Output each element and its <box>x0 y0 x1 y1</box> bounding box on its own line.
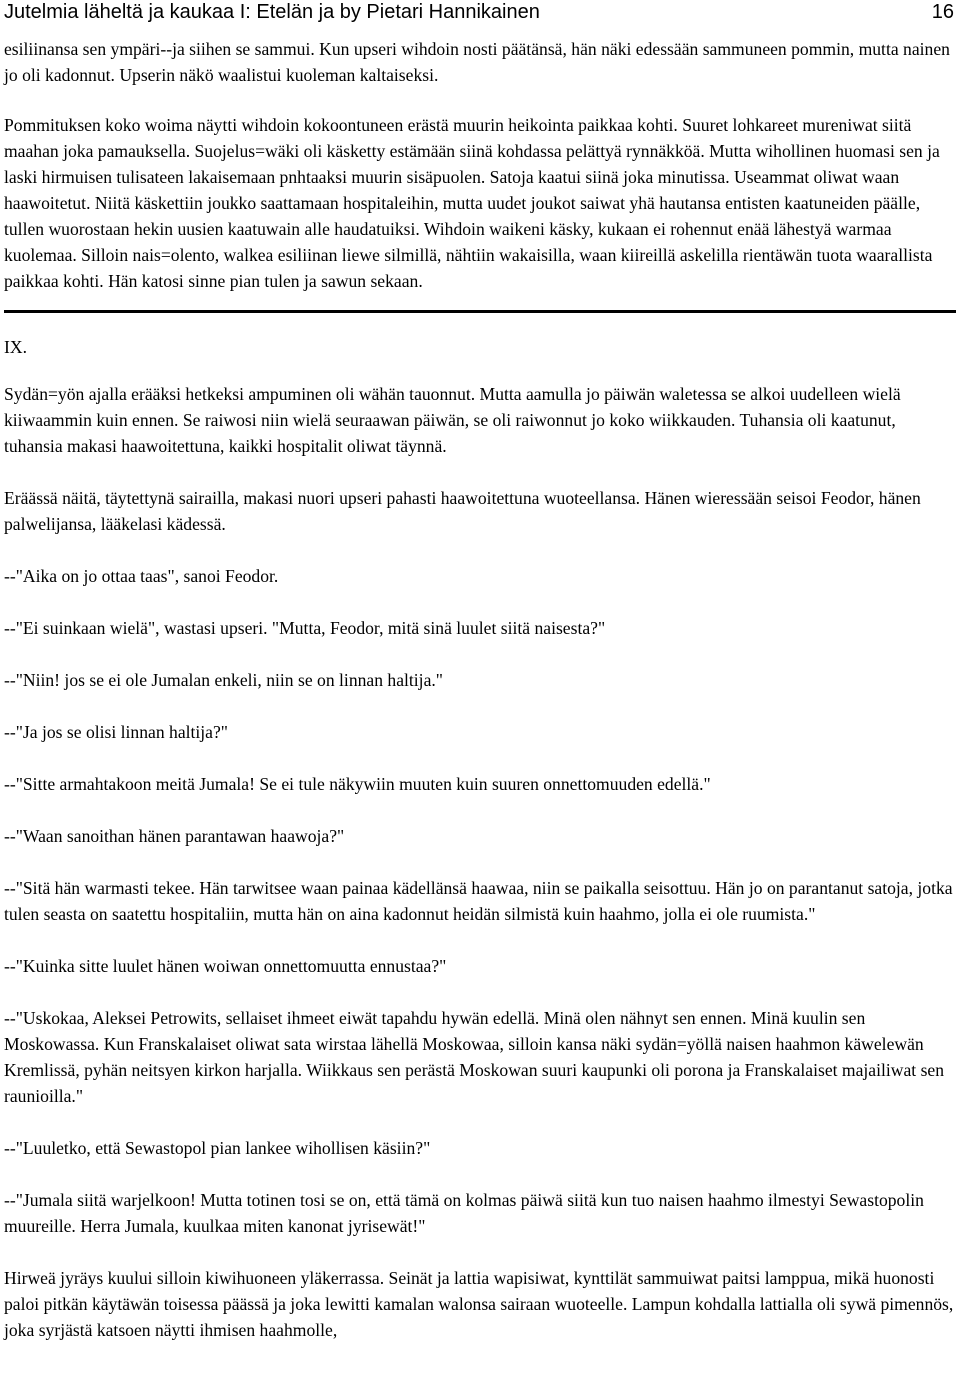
document-title: Jutelmia läheltä ja kaukaa I: Etelän ja by Pietari Hannikainen <box>4 1 540 23</box>
dialogue-line: --"Sitä hän warmasti tekee. Hän tarwitsee waan painaa kädellänsä haawaa, niin se paikalla seisottuu. Hän jo on parantanut satoja, jotka tulen seasta on saatettu hospitaliin, mutta hän on aina kadonnut heidän silmistä kuin haahmo, jolla ei ole ruumista." <box>4 878 953 924</box>
dialogue-line: --"Ja jos se olisi linnan haltija?" <box>4 722 228 742</box>
page-number: 16 <box>931 1 954 23</box>
paragraph: Eräässä näitä, täytettynä sairailla, makasi nuori upseri pahasti haawoitettuna wuoteellansa. Hänen wieressään seisoi Feodor, hänen palwelijansa, lääkelasi kädessä. <box>4 488 921 534</box>
paragraph: Hirweä jyräys kuului silloin kiwihuoneen yläkerrassa. Seinät ja lattia wapisiwat, kynttilät sammuiwat paitsi lamppua, mikä huonosti paloi pitkän käytäwän toisessa päässä ja joka lewitti kamalan walonsa sairaan wuoteelle. Lampun kohdalla lattialla oli sywä pimennös, joka syrjästä katsoen näytti ihmisen haahmolle, <box>4 1268 954 1340</box>
paragraph: esiliinansa sen ympäri--ja siihen se sammui. Kun upseri wihdoin nosti päätänsä, hän näki edessään sammuneen pommin, mutta nainen jo oli kadonnut. Upserin näkö waalistui kuoleman kaltaiseksi. <box>4 39 950 85</box>
dialogue-line: --"Aika on jo ottaa taas", sanoi Feodor. <box>4 566 279 586</box>
page-header <box>4 0 956 26</box>
paragraph: Pommituksen koko woima näytti wihdoin kokoontuneen erästä muurin heikointa paikkaa kohti. Suuret lohkareet mureniwat siitä maahan joka pamauksella. Suojelus=wäki oli käsketty estämään siinä kohdassa pelättyä rynnäkköä. Mutta wihollinen huomasi sen ja laski hirmuisen tulisateen lakaisemaan pnhtaaksi muurin sisäpuolen. Satoja kaatui siinä joka minutissa. Useammat oliwat waan haawoitetut. Niitä käskettiin joukko saattamaan hospitaleihin, mutta uudet joukot saiwat yhä hautansa entisten kaatuneiden päälle, tullen wuorostaan hekin uusien kaatuwain alle haudatuiksi. Wihdoin waikeni käsky, kukaan ei rohennut enää lähestyä warmaa kuolemaa. Silloin nais=olento, walkea esiliinan liewe silmillä, nähtiin wakaisilla, waan kiireillä askelilla rientäwän tuota waarallista paikkaa kohti. Hän katosi sinne pian tulen ja sawun sekaan. <box>4 115 940 291</box>
chapter-heading: IX. <box>4 337 27 357</box>
dialogue-line: --"Jumala siitä warjelkoon! Mutta totinen tosi se on, että tämä on kolmas päiwä siitä kun tuo naisen haahmo ilmestyi Sewastopolin muureille. Herra Jumala, kuulkaa miten kanonat jyrisewät!" <box>4 1190 924 1236</box>
dialogue-line: --"Ei suinkaan wielä", wastasi upseri. "Mutta, Feodor, mitä sinä luulet siitä naisesta?" <box>4 618 606 638</box>
dialogue-line: --"Waan sanoithan hänen parantawan haawoja?" <box>4 826 345 846</box>
dialogue-line: --"Sitte armahtakoon meitä Jumala! Se ei tule näkywiin muuten kuin suuren onnettomuuden edellä." <box>4 774 711 794</box>
dialogue-line: --"Niin! jos se ei ole Jumalan enkeli, niin se on linnan haltija." <box>4 670 443 690</box>
paragraph: Sydän=yön ajalla erääksi hetkeksi ampuminen oli wähän tauonnut. Mutta aamulla jo päiwän waletessa se alkoi uudelleen wielä kiiwaammin kuin ennen. Se raiwosi niin wielä seuraawan päiwän, se oli raiwonnut jo koko wiikkauden. Tuhansia oli kaatunut, tuhansia makasi haawoitettuna, kaikki hospitalit oliwat täynnä. <box>4 384 901 456</box>
dialogue-line: --"Luuletko, että Sewastopol pian lankee wihollisen käsiin?" <box>4 1138 431 1158</box>
page-content <box>4 36 956 1369</box>
dialogue-line: --"Kuinka sitte luulet hänen woiwan onnettomuutta ennustaa?" <box>4 956 447 976</box>
dialogue-line: --"Uskokaa, Aleksei Petrowits, sellaiset ihmeet eiwät tapahdu hywän edellä. Minä olen nähnyt sen ennen. Minä kuulin sen Moskowassa. Kun Franskalaiset oliwat sata wirstaa lähellä Moskowaa, silloin kansa näki sydän=yöllä naisen haahmon käwelewän Kremlissä, pyhän neitsyen kirkon harjalla. Wiikkaus sen perästä Moskowan suuri kaupunki oli porona ja Franskalaiset majailiwat sen raunioilla." <box>4 1008 945 1106</box>
section-divider <box>4 310 956 313</box>
